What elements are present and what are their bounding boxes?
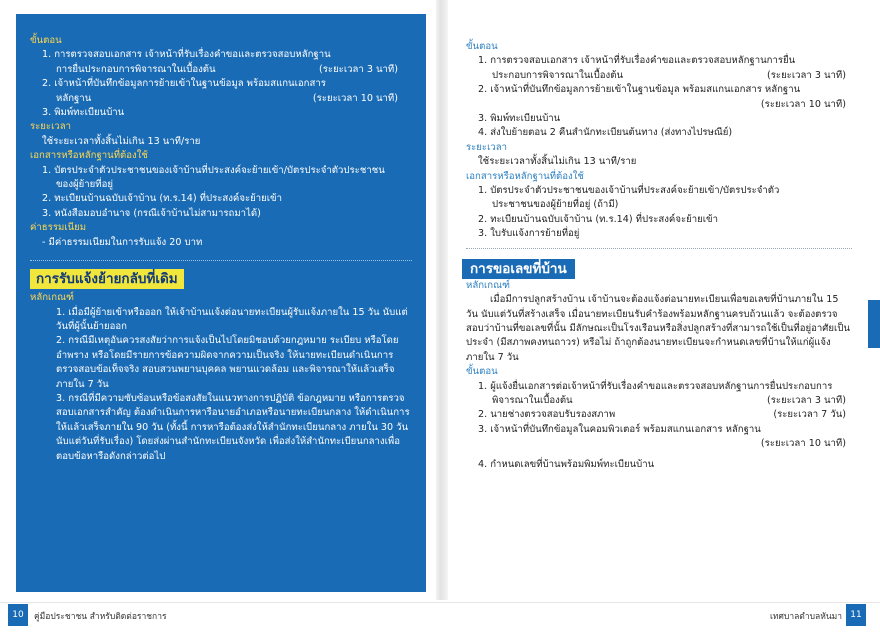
left-duration-heading: ระยะเวลา: [30, 121, 72, 133]
left-page-content: [30, 34, 412, 464]
right-s2-step-1: 1. ผู้แจ้งยื่นเอกสารต่อเจ้าหน้าที่รับเรื่องคำขอและตรวจสอบหลักฐานการยื่นประกอบการ: [478, 380, 833, 392]
left-doc-1: 1. บัตรประจำตัวประชาชนของเจ้าบ้านที่ประสงค์จะย้ายเข้า/บัตรประจำตัวประชาชน: [42, 164, 385, 176]
right-doc-1: 1. บัตรประจำตัวประชาชนของเจ้าบ้านที่ประสงค์จะย้ายเข้า/บัตรประจำตัว: [478, 185, 780, 197]
left-step-2: 2. เจ้าหน้าที่บันทึกข้อมูลการย้ายเข้าในฐานข้อมูล พร้อมสแกนเอกสาร: [42, 78, 326, 90]
left-step-1-duration: (ระยะเวลา 3 นาที): [319, 63, 398, 75]
right-s2-step-3: 3. เจ้าหน้าที่บันทึกข้อมูลในคอมพิวเตอร์ พร้อมสแกนเอกสาร หลักฐาน: [478, 423, 761, 435]
left-footer-text: คู่มือประชาชน สำหรับติดต่อราชการ: [34, 612, 167, 622]
right-s2-step-4: 4. กำหนดเลขที่บ้านพร้อมพิมพ์ทะเบียนบ้าน: [478, 458, 655, 470]
left-fee-heading: ค่าธรรมเนียม: [30, 222, 87, 234]
right-section2-steps-heading: ขั้นตอน: [466, 366, 498, 378]
right-s2-step-2-duration: (ระยะเวลา 7 วัน): [773, 409, 846, 421]
left-section2-title: การรับแจ้งย้ายกลับที่เดิม: [30, 269, 184, 289]
right-s2-step-3-duration: (ระยะเวลา 10 นาที): [760, 438, 846, 450]
right-dotted-divider: [466, 248, 852, 249]
right-duration-heading: ระยะเวลา: [466, 141, 508, 153]
right-doc-2: 2. ทะเบียนบ้านฉบับเจ้าบ้าน (ท.ร.14) ที่ประสงค์จะย้ายเข้า: [478, 213, 718, 225]
footer-divider: [0, 602, 880, 603]
left-step-1-cont: การยื่นประกอบการพิจารณาในเบื้องต้น (ระยะเวลา 3 นาที): [30, 63, 412, 77]
left-doc-1-cont: ของผู้ย้ายที่อยู่: [56, 179, 113, 191]
left-step-2-cont: หลักฐาน (ระยะเวลา 10 นาที): [30, 92, 412, 106]
right-step-2: 2. เจ้าหน้าที่บันทึกข้อมูลการย้ายเข้าในฐานข้อมูล พร้อมสแกนเอกสาร หลักฐาน: [478, 84, 801, 96]
right-section2-title: การขอเลขที่บ้าน: [462, 259, 575, 279]
left-fee-text: - มีค่าธรรมเนียมในการรับแจ้ง 20 บาท: [42, 236, 203, 248]
left-dotted-divider: [30, 260, 412, 261]
left-criteria-2: 2. กรณีมีเหตุอันควรสงสัยว่าการแจ้งเป็นไปโดยมิชอบด้วยกฎหมาย ระเบียบ หรือโดยอำพราง หรือโดยมีรายการข้อความผิดจากความเป็นจริง ให้นายทะเบียนดำเนินการตรวจสอบข้อเท็จจริง สอบสวนพยานบุคคล พยานแวดล้อม และพิจารณาให้แล้วเสร็จ ภายใน 7 วัน: [56, 335, 399, 390]
right-step-2-duration-row: [466, 98, 852, 112]
right-edge-tab: [868, 300, 880, 348]
left-doc-2: 2. ทะเบียนบ้านฉบับเจ้าบ้าน (ท.ร.14) ที่ประสงค์จะย้ายเข้า: [42, 193, 282, 205]
right-step-4: 4. ส่งใบย้ายตอน 2 คืนสำนักทะเบียนต้นทาง (ส่งทางไปรษณีย์): [478, 127, 733, 139]
right-duration-text: ใช้ระยะเวลาทั้งสิ้นไม่เกิน 13 นาที/ราย: [478, 156, 637, 168]
left-criteria-heading: หลักเกณฑ์: [30, 292, 74, 304]
left-step-2-duration: (ระยะเวลา 10 นาที): [312, 92, 398, 104]
left-step-3: 3. พิมพ์ทะเบียนบ้าน: [42, 107, 125, 119]
right-step-1-duration: (ระยะเวลา 3 นาที): [767, 69, 846, 81]
book-gutter: [436, 0, 448, 600]
right-steps-heading: ขั้นตอน: [466, 41, 498, 52]
right-doc-1-cont: ประชาชนของผู้ย้ายที่อยู่ (ถ้ามี): [492, 199, 619, 211]
left-criteria-3: 3. กรณีที่มีความซับซ้อนหรือข้อสงสัยในแนวทางการปฏิบัติ ข้อกฎหมาย หรือการตรวจสอบเอกสารสำคัญ ต้องดำเนินการหารือนายอำเภอหรือนายทะเบียนกลาง ให้ดำเนินการให้แล้วเสร็จภายใน 90 วัน (ทั้งนี้ การหารือต้องส่งให้สำนักทะเบียนกลาง ภายใน 30 วัน นับแต่วันที่รับเรื่อง) โดยส่งผ่านสำนักทะเบียนจังหวัด เพื่อส่งให้สำนักทะเบียนกลางเพื่อตอบข้อหารือดังกล่าวต่อไป: [56, 392, 410, 462]
left-docs-heading: เอกสารหรือหลักฐานที่ต้องใช้: [30, 150, 148, 162]
right-docs-heading: เอกสารหรือหลักฐานที่ต้องใช้: [466, 170, 584, 182]
left-page-number: 10: [8, 604, 28, 626]
right-step-2-duration: (ระยะเวลา 10 นาที): [760, 98, 846, 110]
right-s2-step-2: 2. นายช่างตรวจสอบรับรองสภาพ (ระยะเวลา 7 วัน): [466, 408, 852, 422]
right-step-1: 1. การตรวจสอบเอกสาร เจ้าหน้าที่รับเรื่องคำขอและตรวจสอบหลักฐานการยื่น: [478, 55, 796, 67]
right-s2-step-1-duration: (ระยะเวลา 3 นาที): [767, 394, 846, 406]
right-step-3: 3. พิมพ์ทะเบียนบ้าน: [478, 113, 561, 125]
right-s2-step-3-duration-row: [466, 437, 852, 451]
right-footer-text: เทศบาลตำบลหันมา: [770, 612, 842, 622]
right-criteria-text: เมื่อมีการปลูกสร้างบ้าน เจ้าบ้านจะต้องแจ้งต่อนายทะเบียนเพื่อขอเลขที่บ้านภายใน 15 วัน นับแต่วันที่สร้างเสร็จ เมื่อนายทะเบียนรับคำร้องพร้อมหลักฐานครบถ้วนแล้ว จะต้องตรวจสอบว่าบ้านที่ขอเลขที่นั้น มีลักษณะเป็นโรงเรือนหรือสิ่งปลูกสร้างที่สามารถใช้เป็นที่อยู่อาศัยเป็นประจำ (มีสภาพคงทนถาวร) หรือไม่ ถ้าถูกต้องนายทะเบียนจะกำหนดเลขที่บ้านให้แก่ผู้แจ้งภายใน 7 วัน: [466, 294, 850, 363]
left-criteria-1: 1. เมื่อมีผู้ย้ายเข้าหรือออก ให้เจ้าบ้านแจ้งต่อนายทะเบียนผู้รับแจ้งภายใน 15 วัน นับแต่วันที่ผู้นั้นย้ายออก: [56, 306, 408, 332]
right-page-content: [466, 40, 852, 472]
left-step-1: 1. การตรวจสอบเอกสาร เจ้าหน้าที่รับเรื่องคำขอและตรวจสอบหลักฐาน: [42, 49, 331, 61]
right-step-1-cont: ประกอบการพิจารณาในเบื้องต้น (ระยะเวลา 3 นาที): [466, 69, 852, 83]
left-steps-heading: ขั้นตอน: [30, 35, 62, 46]
right-s2-step-1-cont: พิจารณาในเบื้องต้น (ระยะเวลา 3 นาที): [466, 394, 852, 408]
right-page-number: 11: [846, 604, 866, 626]
right-doc-3: 3. ใบรับแจ้งการย้ายที่อยู่: [478, 228, 580, 240]
left-doc-3: 3. หนังสือมอบอำนาจ (กรณีเจ้าบ้านไม่สามารถมาได้): [42, 207, 261, 219]
right-criteria-heading: หลักเกณฑ์: [466, 279, 510, 291]
left-duration-text: ใช้ระยะเวลาทั้งสิ้นไม่เกิน 13 นาที/ราย: [42, 135, 201, 147]
